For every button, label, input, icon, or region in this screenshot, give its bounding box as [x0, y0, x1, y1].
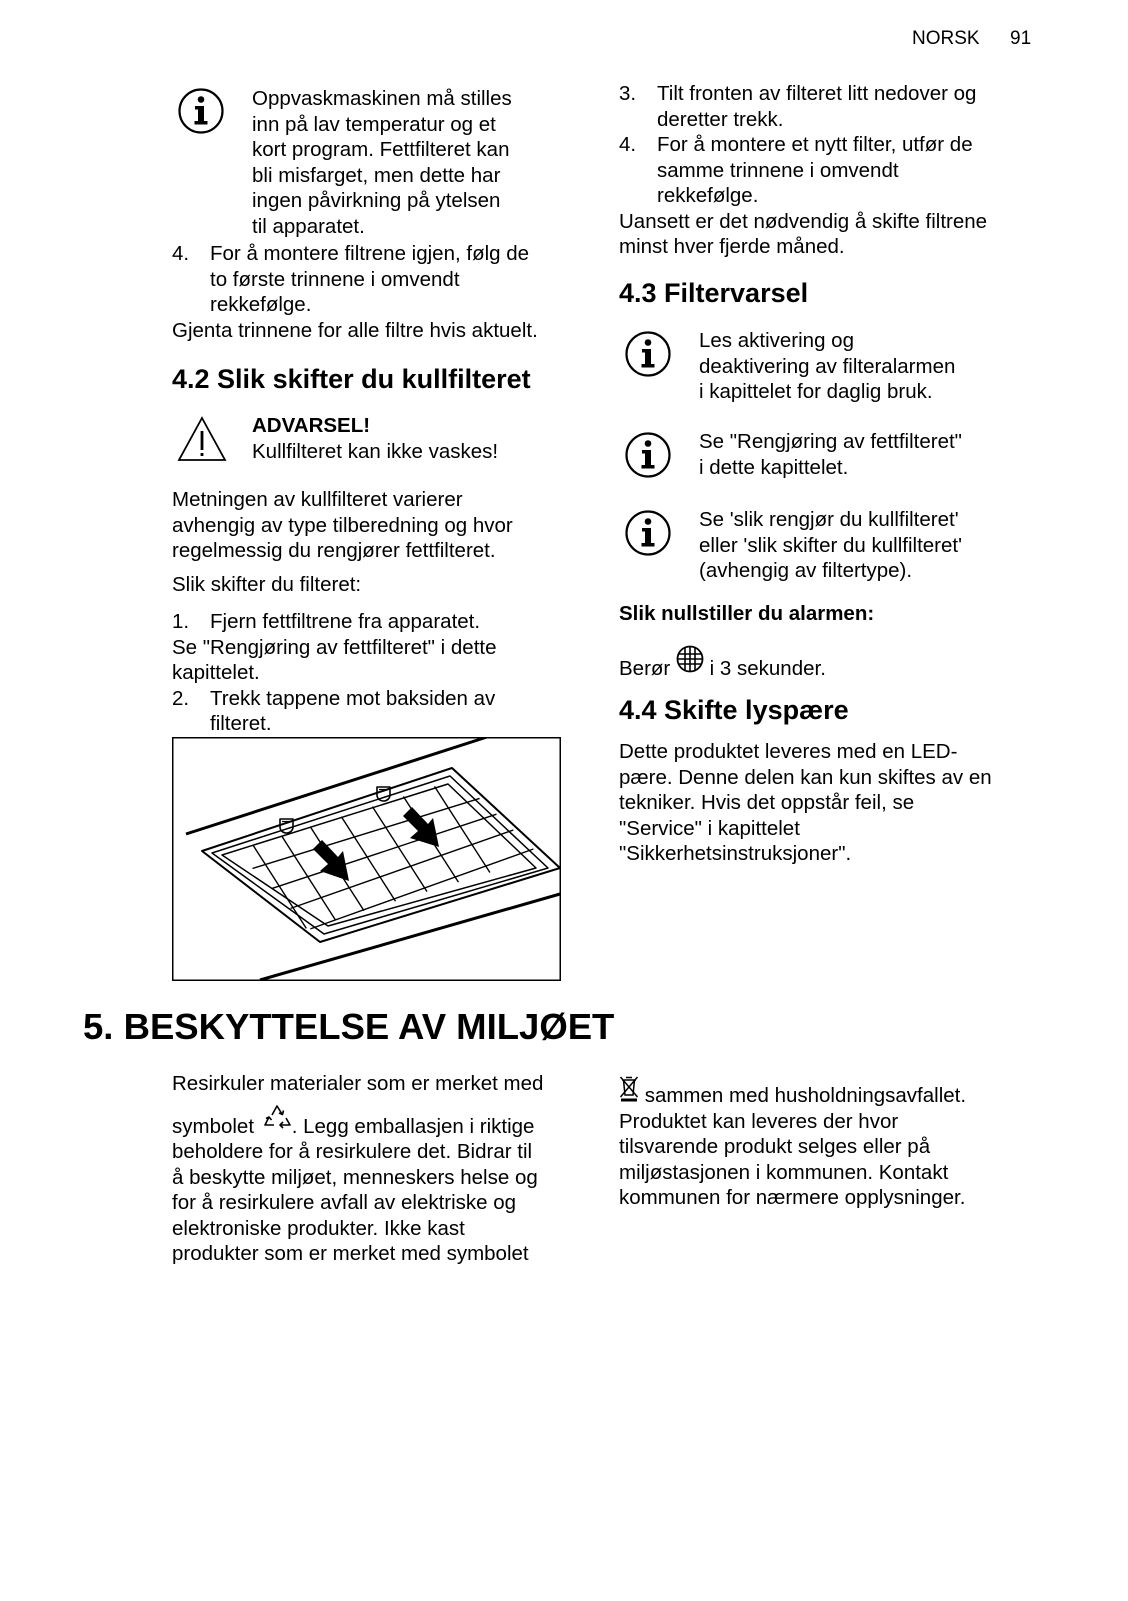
saturation-paragraph: Metningen av kullfilteret varierer avhengig av type tilberedning og hvor regelmessig du rengjører fettfilteret. [172, 488, 513, 562]
heading-4-4: 4.4 Skifte lyspære [619, 695, 849, 725]
heading-section-5: 5. BESKYTTELSE AV MILJØET [83, 1006, 615, 1047]
info-carbon-filter: Se 'slik rengjør du kullfilteret' eller 'slik skifter du kullfilteret' (avhengig av filtertype). [699, 508, 963, 582]
info-icon [624, 431, 672, 479]
info-grease-filter: Se "Rengjøring av fettfilteret" i dette kapittelet. [699, 430, 962, 479]
warning-block [252, 413, 498, 464]
led-paragraph: Dette produktet leveres med en LED- pære. Denne delen kan kun skiftes av en tekniker. Hvis det oppstår feil, se "Service" i kapittelet "Sikkerhetsinstruksjoner". [619, 740, 992, 865]
header-section: NORSK [912, 28, 980, 49]
crossed-bin-icon [619, 1074, 639, 1102]
reset-heading: Slik nullstiller du alarmen: [619, 602, 875, 625]
info-icon [624, 509, 672, 557]
change-steps: 1. Fjern fettfiltrene fra apparatet. Se "Rengjøring av fettfilteret" i dette kapittelet. 2. Trekk tappene mot baksiden av filteret. [172, 610, 497, 735]
filter-illustration [172, 737, 561, 981]
warning-title: ADVARSEL! [252, 414, 371, 437]
touch-instruction: Berør i 3 sekunder. [619, 645, 826, 682]
step-4-left: 4. For å montere filtrene igjen, følg de to første trinnene i omvendt rekkefølge. Gjenta trinnene for alle filtre hvis aktuelt. [172, 241, 592, 343]
recycle-icon [262, 1103, 292, 1131]
info-icon [624, 330, 672, 378]
info-icon [177, 87, 225, 135]
info-note-dishwasher: Oppvaskmaskinen må stilles inn på lav temperatur og et kort program. Fettfilteret kan bli misfarget, men dette har ingen påvirkning på ytelsen til apparatet. [252, 87, 512, 238]
heading-4-3: 4.3 Filtervarsel [619, 278, 809, 308]
weee-paragraph: sammen med husholdningsavfallet. Produktet kan leveres der hvor tilsvarende produkt selges eller på miljøstasjonen i kommunen. Kontakt kommunen for nærmere opplysninger. [619, 1074, 1049, 1211]
page-number: 91 [1010, 28, 1032, 49]
recycle-paragraph: Resirkuler materialer som er merket med symbolet . Legg emballasjen i riktige beholdere for å resirkulere det. Bidrar til å beskytte miljøet, menneskers helse og for å resirkulere avfall av elektriske og elektroniske produkter. Ikke kast produkter som er merket med symbolet [172, 1072, 544, 1265]
filter-grid-icon [676, 645, 704, 673]
repeat-steps-text: Gjenta trinnene for alle filtre hvis aktuelt. [172, 318, 538, 342]
steps-right: 3. Tilt fronten av filteret litt nedover og deretter trekk. 4. For å montere et nytt filter, utfør de samme trinnene i omvendt rekkefølge. Uansett er det nødvendig å skifte filtrene minst hver fjerde måned. [619, 82, 988, 258]
warning-triangle-icon [176, 415, 228, 463]
info-filter-alarm: Les aktivering og deaktivering av filteralarmen i kapittelet for daglig bruk. [699, 329, 956, 403]
heading-4-2: 4.2 Slik skifter du kullfilteret [172, 364, 531, 394]
change-intro: Slik skifter du filteret: [172, 573, 362, 596]
warning-text: Kullfilteret kan ikke vaskes! [252, 439, 499, 463]
